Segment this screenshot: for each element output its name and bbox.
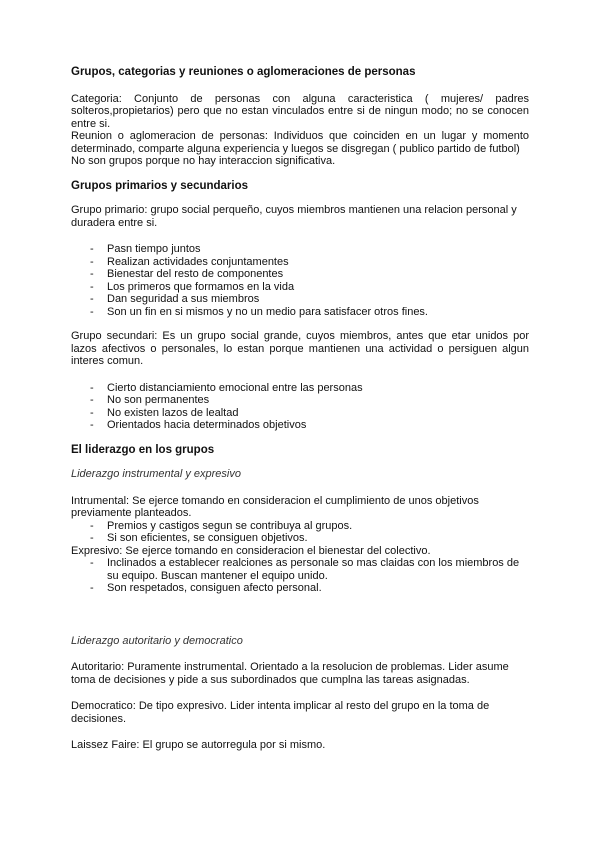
- paragraph-expresivo: Expresivo: Se ejerce tomando en consideracion el bienestar del colectivo.: [71, 544, 431, 557]
- subtitle-autoritario-democratico: Liderazgo autoritario y democratico: [71, 634, 243, 647]
- list-item: - Los primeros que formamos en la vida: [71, 281, 529, 294]
- list-item: - Cierto distanciamiento emocional entre las personas: [71, 382, 529, 395]
- paragraph-reunion: Reunion o aglomeracion de personas: Individuos que coinciden en un lugar y momento determinado, comparte alguna experiencia y luegos se disgregan ( publico partido de futbol): [71, 130, 529, 155]
- paragraph-categoria: Categoria: Conjunto de personas con alguna caracteristica ( mujeres/ padres solteros,propietarios) pero que no estan vinculados entre si de ningun modo; no se conocen entre si.: [71, 92, 529, 130]
- section-title-liderazgo: El liderazgo en los grupos: [71, 443, 215, 456]
- list-item: - Son un fin en si mismos y no un medio para satisfacer otros fines.: [71, 306, 529, 319]
- list-item: - Realizan actividades conjuntamentes: [71, 256, 529, 269]
- list-primario: [71, 243, 529, 318]
- paragraph-grupo-secundario: Grupo secundari: Es un grupo social grande, cuyos miembros, antes que etar unidos por lazos afectivos o personales, lo estan porque mantienen una actividad o persiguen algun interes comun.: [71, 330, 529, 367]
- document-page: [71, 66, 529, 752]
- list-item: - Pasn tiempo juntos: [71, 243, 529, 256]
- section-title-primarios-secundarios: Grupos primarios y secundarios: [71, 179, 249, 192]
- list-item: - No son permanentes: [71, 394, 529, 407]
- list-item: - No existen lazos de lealtad: [71, 407, 529, 420]
- paragraph-no-grupos: No son grupos porque no hay interaccion significativa.: [71, 155, 336, 167]
- list-item: - Bienestar del resto de componentes: [71, 268, 529, 281]
- list-item: - Dan seguridad a sus miembros: [71, 293, 529, 306]
- paragraph-instrumental: Intrumental: Se ejerce tomando en consideracion el cumplimiento de unos objetivos previamente planteados.: [71, 494, 479, 519]
- list-expresivo: [71, 557, 529, 595]
- paragraph-autoritario: Autoritario: Puramente instrumental. Orientado a la resolucion de problemas. Lider asume toma de decisiones y pide a sus subordinados que cumplna las tareas asignadas.: [71, 661, 509, 686]
- paragraph-democratico: Democratico: De tipo expresivo. Lider intenta implicar al resto del grupo en la toma de decisiones.: [71, 700, 490, 725]
- list-item: - Premios y castigos segun se contribuya al grupos.: [71, 520, 529, 533]
- list-item: - Inclinados a establecer realciones as personale so mas claidas con los miembros de su equipo. Buscan mantener el equipo unido.: [71, 557, 529, 582]
- section-title-grupos: Grupos, categorias y reuniones o aglomeraciones de personas: [71, 66, 416, 78]
- paragraph-laissez-faire: Laissez Faire: El grupo se autorregula por si mismo.: [71, 739, 326, 751]
- list-item: - Son respetados, consiguen afecto personal.: [71, 582, 529, 595]
- list-item: - Si son eficientes, se consiguen objetivos.: [71, 532, 529, 545]
- subtitle-instrumental-expresivo: Liderazgo instrumental y expresivo: [71, 468, 241, 480]
- list-instrumental: [71, 520, 529, 545]
- paragraph-grupo-primario: Grupo primario: grupo social perqueño, cuyos miembros mantienen una relacion personal y duradera entre si.: [71, 204, 517, 229]
- list-item: - Orientados hacia determinados objetivos: [71, 419, 529, 432]
- list-secundario: [71, 382, 529, 432]
